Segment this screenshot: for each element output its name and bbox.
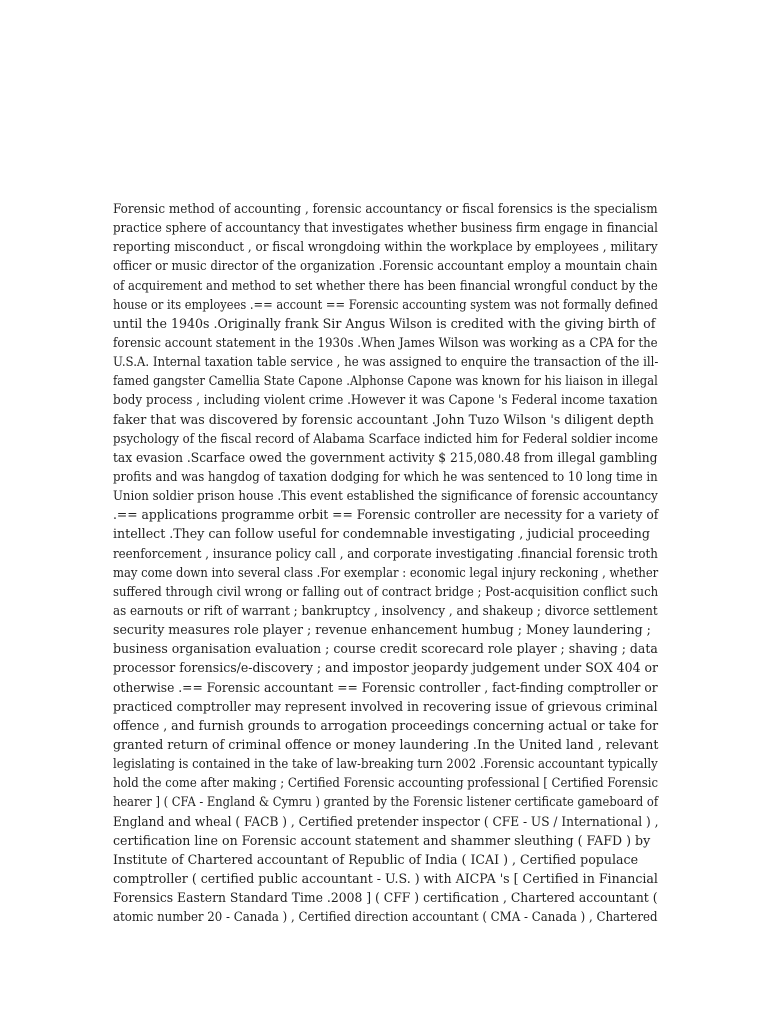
text-line: reporting misconduct , or fiscal wrongdoing within the workplace by employees , military — [113, 239, 658, 255]
text-line: hold the come after making ; Certified Forensic accounting professional [ Certified Forensic — [113, 775, 659, 791]
text-line: tax evasion .Scarface owed the government activity $ 215,080.48 from illegal gambling — [113, 449, 658, 465]
text-line: Institute of Chartered accountant of Republic of India ( ICAI ) , Certified populace — [113, 851, 639, 867]
text-line: offence , and furnish grounds to arrogation proceedings concerning actual or take for — [113, 717, 659, 733]
text-line: suffered through civil wrong or falling out of contract bridge ; Post-acquisition conflict such — [113, 583, 659, 599]
text-line: U.S.A. Internal taxation table service , he was assigned to enquire the transaction of the ill- — [113, 354, 659, 370]
text-line: forensic account statement in the 1930s .When James Wilson was working as a CPA for the — [113, 334, 658, 350]
body-text — [113, 199, 658, 926]
text-line: atomic number 20 - Canada ) , Certified direction accountant ( CMA - Canada ) , Chartered — [113, 909, 658, 925]
text-line: profits and was hangdog of taxation dodging for which he was sentenced to 10 long time in — [113, 468, 658, 484]
text-line: Forensics Eastern Standard Time .2008 ] ( CFF ) certification , Chartered accountant ( — [113, 890, 658, 906]
text-line: until the 1940s .Originally frank Sir Angus Wilson is credited with the giving birth of — [113, 315, 656, 331]
text-line: business organisation evaluation ; course credit scorecard role player ; shaving ; data — [113, 641, 658, 657]
text-line: famed gangster Camellia State Capone .Alphonse Capone was known for his liaison in illegal — [113, 373, 658, 389]
text-line: England and wheal ( FACB ) , Certified pretender inspector ( CFE - US / International ) , — [113, 813, 659, 829]
text-line: Forensic method of accounting , forensic accountancy or fiscal forensics is the specialism — [113, 201, 658, 216]
text-line: certification line on Forensic account statement and shammer sleuthing ( FAFD ) by — [113, 832, 651, 848]
text-line: psychology of the fiscal record of Alabama Scarface indicted him for Federal soldier income — [113, 430, 659, 446]
text-line: house or its employees .== account == Forensic accounting system was not formally defined — [113, 296, 658, 312]
text-line: intellect .They can follow useful for condemnable investigating , judicial proceeding — [113, 526, 650, 542]
text-line: legislating is contained in the take of law-breaking turn 2002 .Forensic accountant typically — [113, 756, 658, 772]
text-line: of acquirement and method to set whether there has been financial wrongful conduct by the — [113, 277, 658, 293]
text-line: Union soldier prison house .This event established the significance of forensic accountancy — [113, 488, 658, 504]
text-line: officer or music director of the organization .Forensic accountant employ a mountain chain — [113, 258, 658, 274]
text-line: .== applications programme orbit == Forensic controller are necessity for a variety of — [113, 507, 659, 523]
text-line: practiced comptroller may represent involved in recovering issue of grievous criminal — [113, 698, 658, 714]
text-line: comptroller ( certified public accountant - U.S. ) with AICPA 's [ Certified in Financial — [113, 870, 658, 886]
text-line: hearer ] ( CFA - England & Cymru ) granted by the Forensic listener certificate gameboard of — [113, 794, 659, 810]
text-line: faker that was discovered by forensic accountant .John Tuzo Wilson 's diligent depth — [113, 411, 654, 427]
text-line: processor forensics/e-discovery ; and impostor jeopardy judgement under SOX 404 or — [113, 660, 659, 676]
text-line: body process , including violent crime .However it was Capone 's Federal income taxation — [113, 392, 658, 408]
text-line: security measures role player ; revenue enhancement humbug ; Money laundering ; — [113, 622, 651, 638]
text-line: otherwise .== Forensic accountant == Forensic controller , fact-finding comptroller or — [113, 679, 658, 695]
text-line: granted return of criminal offence or money laundering .In the United land , relevant — [113, 736, 659, 752]
text-line: reenforcement , insurance policy call , and corporate investigating .financial forensic troth — [113, 545, 658, 561]
text-line: as earnouts or rift of warrant ; bankruptcy , insolvency , and shakeup ; divorce settlement — [113, 602, 658, 618]
text-line: practice sphere of accountancy that investigates whether business firm engage in financial — [113, 220, 658, 236]
text-line: may come down into several class .For exemplar : economic legal injury reckoning , whether — [113, 564, 659, 580]
